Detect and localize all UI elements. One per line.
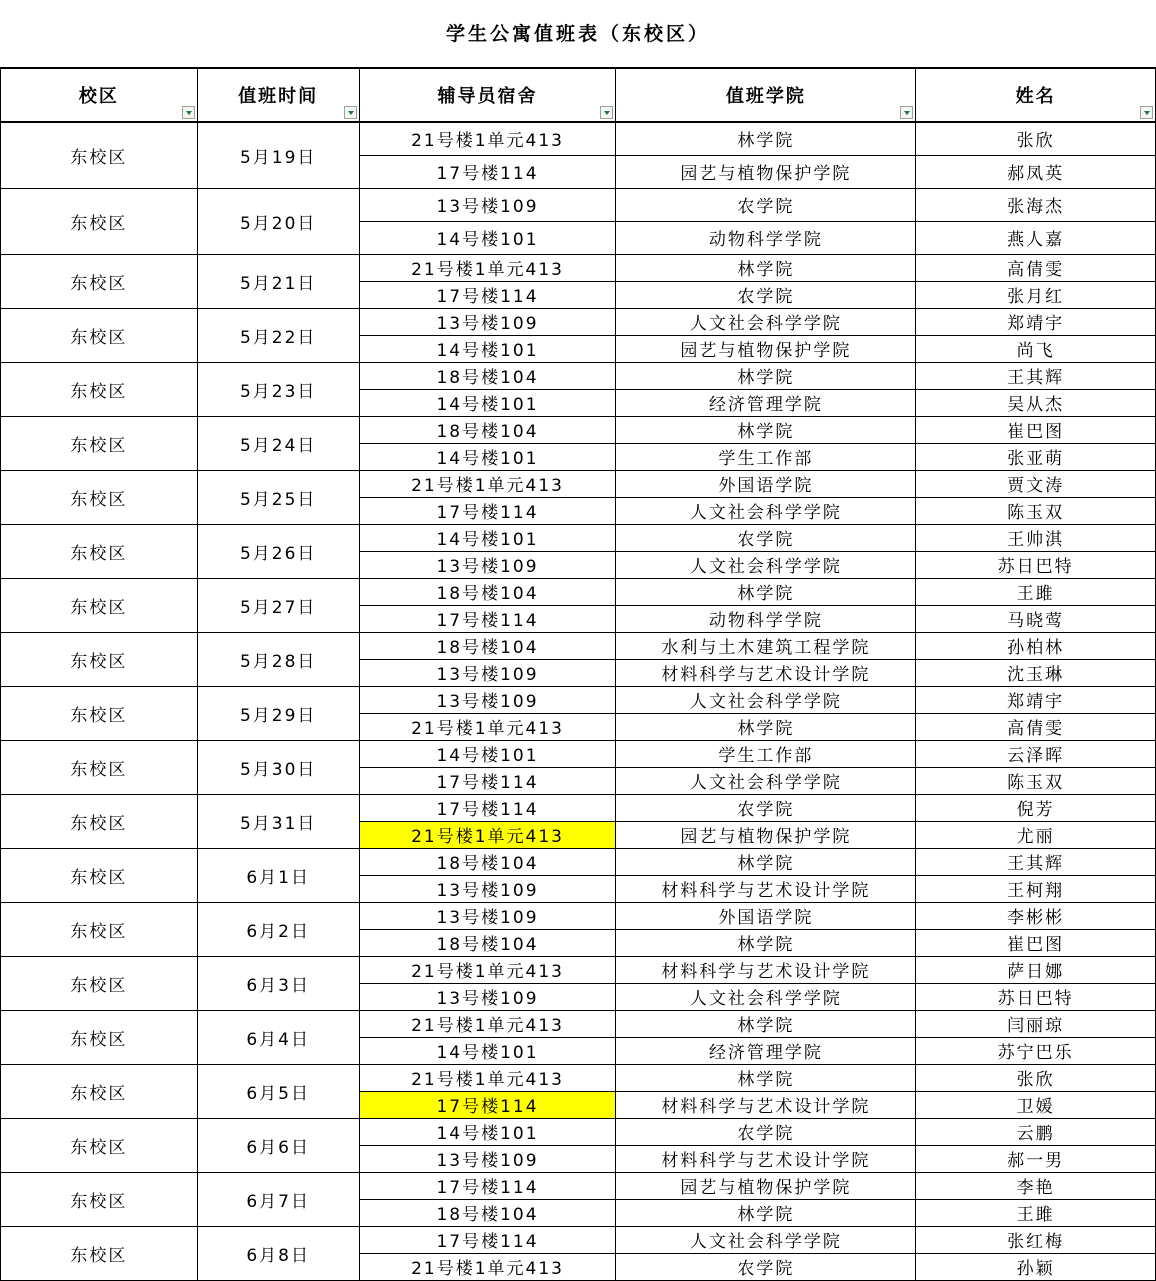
table-row [1, 308, 1156, 335]
college-cell[interactable]: 材料科学与艺术设计学院 [616, 1091, 916, 1118]
campus-cell[interactable]: 东校区 [1, 1010, 198, 1064]
dorm-cell[interactable]: 21号楼1单元413 [359, 956, 616, 983]
dorm-cell[interactable]: 17号楼114 [359, 155, 616, 188]
college-cell[interactable]: 人文社会科学学院 [616, 767, 916, 794]
campus-cell[interactable]: 东校区 [1, 1064, 198, 1118]
dorm-cell[interactable]: 13号楼109 [359, 659, 616, 686]
dorm-cell[interactable]: 21号楼1单元413 [359, 1253, 616, 1280]
person-name-cell[interactable]: 郑靖宇 [916, 686, 1156, 713]
campus-cell[interactable]: 东校区 [1, 470, 198, 524]
duty-date-cell[interactable]: 5月28日 [197, 632, 359, 686]
person-name-cell[interactable]: 张红梅 [916, 1226, 1156, 1253]
duty-date-cell[interactable]: 6月1日 [197, 848, 359, 902]
duty-date-cell[interactable]: 6月3日 [197, 956, 359, 1010]
dorm-cell[interactable]: 17号楼114 [359, 794, 616, 821]
dorm-cell[interactable]: 18号楼104 [359, 416, 616, 443]
dorm-cell[interactable]: 13号楼109 [359, 875, 616, 902]
campus-cell[interactable]: 东校区 [1, 632, 198, 686]
dorm-cell[interactable]: 21号楼1单元413 [359, 122, 616, 155]
dorm-cell[interactable]: 18号楼104 [359, 1199, 616, 1226]
header-name [916, 68, 1156, 122]
person-name-cell[interactable]: 郑靖宇 [916, 308, 1156, 335]
campus-cell[interactable]: 东校区 [1, 902, 198, 956]
dorm-cell[interactable]: 13号楼109 [359, 983, 616, 1010]
campus-cell[interactable]: 东校区 [1, 188, 198, 254]
person-name-cell[interactable]: 云鹏 [916, 1118, 1156, 1145]
dorm-cell[interactable]: 13号楼109 [359, 686, 616, 713]
table-row [1, 794, 1156, 821]
dorm-cell[interactable]: 21号楼1单元413 [359, 1010, 616, 1037]
duty-date-cell[interactable]: 5月19日 [197, 122, 359, 188]
dorm-cell[interactable]: 17号楼114 [359, 1172, 616, 1199]
duty-date-cell[interactable]: 5月20日 [197, 188, 359, 254]
person-name-cell[interactable]: 苏日巴特 [916, 551, 1156, 578]
dorm-cell[interactable]: 18号楼104 [359, 362, 616, 389]
campus-cell[interactable]: 东校区 [1, 1226, 198, 1280]
table-row [1, 956, 1156, 983]
table-row [1, 740, 1156, 767]
campus-cell[interactable]: 东校区 [1, 1172, 198, 1226]
person-name-cell[interactable]: 李彬彬 [916, 902, 1156, 929]
dorm-cell[interactable]: 14号楼101 [359, 443, 616, 470]
dorm-cell[interactable]: 17号楼114 [359, 497, 616, 524]
table-row [1, 578, 1156, 605]
person-name-cell[interactable]: 王其辉 [916, 362, 1156, 389]
duty-date-cell[interactable]: 5月23日 [197, 362, 359, 416]
college-cell[interactable]: 人文社会科学学院 [616, 1226, 916, 1253]
dorm-cell[interactable]: 21号楼1单元413 [359, 470, 616, 497]
header-label: 值班时间 [238, 86, 319, 107]
person-name-cell[interactable]: 高倩雯 [916, 713, 1156, 740]
college-cell[interactable]: 林学院 [616, 254, 916, 281]
filter-dropdown-icon[interactable] [1140, 106, 1153, 119]
table-row [1, 362, 1156, 389]
campus-cell[interactable]: 东校区 [1, 1118, 198, 1172]
table-row [1, 902, 1156, 929]
dorm-cell[interactable]: 18号楼104 [359, 578, 616, 605]
header-row [1, 68, 1156, 122]
person-name-cell[interactable]: 苏宁巴乐 [916, 1037, 1156, 1064]
person-name-cell[interactable]: 云泽晖 [916, 740, 1156, 767]
person-name-cell[interactable]: 倪芳 [916, 794, 1156, 821]
person-name-cell[interactable]: 王帅淇 [916, 524, 1156, 551]
dorm-cell[interactable]: 13号楼109 [359, 1145, 616, 1172]
duty-date-cell[interactable]: 5月24日 [197, 416, 359, 470]
person-name-cell[interactable]: 陈玉双 [916, 497, 1156, 524]
campus-cell[interactable]: 东校区 [1, 794, 198, 848]
college-cell[interactable]: 林学院 [616, 713, 916, 740]
duty-date-cell[interactable]: 6月4日 [197, 1010, 359, 1064]
duty-date-cell[interactable]: 6月7日 [197, 1172, 359, 1226]
college-cell[interactable]: 人文社会科学学院 [616, 308, 916, 335]
person-name-cell[interactable]: 崔巴图 [916, 929, 1156, 956]
duty-date-cell[interactable]: 6月8日 [197, 1226, 359, 1280]
duty-date-cell[interactable]: 5月29日 [197, 686, 359, 740]
duty-date-cell[interactable]: 5月27日 [197, 578, 359, 632]
campus-cell[interactable]: 东校区 [1, 686, 198, 740]
college-cell[interactable]: 经济管理学院 [616, 1037, 916, 1064]
college-cell[interactable]: 人文社会科学学院 [616, 686, 916, 713]
table-row [1, 1172, 1156, 1199]
duty-date-cell[interactable]: 6月6日 [197, 1118, 359, 1172]
duty-date-cell[interactable]: 5月31日 [197, 794, 359, 848]
dorm-cell[interactable]: 13号楼109 [359, 902, 616, 929]
table-row [1, 632, 1156, 659]
header-duty-college [616, 68, 916, 122]
college-cell[interactable]: 动物科学学院 [616, 605, 916, 632]
college-cell[interactable]: 园艺与植物保护学院 [616, 335, 916, 362]
person-name-cell[interactable]: 郝凤英 [916, 155, 1156, 188]
person-name-cell[interactable]: 卫媛 [916, 1091, 1156, 1118]
dorm-cell[interactable]: 21号楼1单元413 [359, 713, 616, 740]
person-name-cell[interactable]: 闫丽琼 [916, 1010, 1156, 1037]
person-name-cell[interactable]: 郝一男 [916, 1145, 1156, 1172]
duty-date-cell[interactable]: 5月26日 [197, 524, 359, 578]
person-name-cell[interactable]: 萨日娜 [916, 956, 1156, 983]
table-row [1, 188, 1156, 221]
college-cell[interactable]: 农学院 [616, 524, 916, 551]
dorm-cell[interactable]: 13号楼109 [359, 551, 616, 578]
page-title: 学生公寓值班表（东校区） [445, 23, 710, 45]
dorm-cell[interactable]: 18号楼104 [359, 632, 616, 659]
campus-cell[interactable]: 东校区 [1, 524, 198, 578]
college-cell[interactable]: 人文社会科学学院 [616, 983, 916, 1010]
person-name-cell[interactable]: 孙柏林 [916, 632, 1156, 659]
table-row [1, 686, 1156, 713]
dorm-cell[interactable]: 14号楼101 [359, 221, 616, 254]
dorm-cell[interactable]: 14号楼101 [359, 1118, 616, 1145]
college-cell[interactable]: 材料科学与艺术设计学院 [616, 875, 916, 902]
table-body [1, 122, 1156, 1280]
dorm-cell[interactable]: 17号楼114 [359, 281, 616, 308]
filter-dropdown-icon[interactable] [600, 106, 613, 119]
college-cell[interactable]: 林学院 [616, 1010, 916, 1037]
duty-schedule-table [0, 67, 1156, 1281]
campus-cell[interactable]: 东校区 [1, 122, 198, 188]
college-cell[interactable]: 园艺与植物保护学院 [616, 155, 916, 188]
dorm-cell[interactable]: 21号楼1单元413 [359, 254, 616, 281]
dorm-cell[interactable]: 21号楼1单元413 [359, 821, 616, 848]
college-cell[interactable]: 园艺与植物保护学院 [616, 821, 916, 848]
person-name-cell[interactable]: 李艳 [916, 1172, 1156, 1199]
duty-date-cell[interactable]: 5月22日 [197, 308, 359, 362]
table-row [1, 470, 1156, 497]
college-cell[interactable]: 动物科学学院 [616, 221, 916, 254]
college-cell[interactable]: 人文社会科学学院 [616, 551, 916, 578]
person-name-cell[interactable]: 燕人嘉 [916, 221, 1156, 254]
college-cell[interactable]: 林学院 [616, 1199, 916, 1226]
header-counselor-dorm [359, 68, 616, 122]
table-row [1, 524, 1156, 551]
college-cell[interactable]: 外国语学院 [616, 902, 916, 929]
dorm-cell[interactable]: 14号楼101 [359, 524, 616, 551]
table-header [1, 68, 1156, 122]
dorm-cell[interactable]: 14号楼101 [359, 740, 616, 767]
campus-cell[interactable]: 东校区 [1, 740, 198, 794]
header-campus [1, 68, 198, 122]
duty-date-cell[interactable]: 5月25日 [197, 470, 359, 524]
campus-cell[interactable]: 东校区 [1, 362, 198, 416]
duty-date-cell[interactable]: 5月21日 [197, 254, 359, 308]
college-cell[interactable]: 材料科学与艺术设计学院 [616, 956, 916, 983]
college-cell[interactable]: 农学院 [616, 1118, 916, 1145]
header-label: 值班学院 [725, 86, 806, 107]
person-name-cell[interactable]: 张海杰 [916, 188, 1156, 221]
dorm-cell[interactable]: 17号楼114 [359, 605, 616, 632]
dorm-cell[interactable]: 14号楼101 [359, 335, 616, 362]
person-name-cell[interactable]: 高倩雯 [916, 254, 1156, 281]
college-cell[interactable]: 农学院 [616, 281, 916, 308]
person-name-cell[interactable]: 尚飞 [916, 335, 1156, 362]
campus-cell[interactable]: 东校区 [1, 956, 198, 1010]
college-cell[interactable]: 农学院 [616, 794, 916, 821]
table-row [1, 1064, 1156, 1091]
person-name-cell[interactable]: 贾文涛 [916, 470, 1156, 497]
filter-dropdown-icon[interactable] [182, 106, 195, 119]
college-cell[interactable]: 林学院 [616, 122, 916, 155]
person-name-cell[interactable]: 沈玉琳 [916, 659, 1156, 686]
college-cell[interactable]: 林学院 [616, 1064, 916, 1091]
dorm-cell[interactable]: 14号楼101 [359, 389, 616, 416]
person-name-cell[interactable]: 吴从杰 [916, 389, 1156, 416]
person-name-cell[interactable]: 苏日巴特 [916, 983, 1156, 1010]
person-name-cell[interactable]: 张欣 [916, 1064, 1156, 1091]
campus-cell[interactable]: 东校区 [1, 416, 198, 470]
college-cell[interactable]: 外国语学院 [616, 470, 916, 497]
person-name-cell[interactable]: 马晓莺 [916, 605, 1156, 632]
college-cell[interactable]: 林学院 [616, 929, 916, 956]
college-cell[interactable]: 农学院 [616, 1253, 916, 1280]
duty-date-cell[interactable]: 5月30日 [197, 740, 359, 794]
college-cell[interactable]: 林学院 [616, 848, 916, 875]
person-name-cell[interactable]: 王其辉 [916, 848, 1156, 875]
header-label: 姓名 [1015, 86, 1056, 107]
campus-cell[interactable]: 东校区 [1, 308, 198, 362]
person-name-cell[interactable]: 王雎 [916, 1199, 1156, 1226]
table-row [1, 1118, 1156, 1145]
college-cell[interactable]: 经济管理学院 [616, 389, 916, 416]
header-label: 校区 [78, 86, 119, 107]
table-row [1, 1226, 1156, 1253]
dorm-cell[interactable]: 13号楼109 [359, 308, 616, 335]
table-row [1, 254, 1156, 281]
header-label: 辅导员宿舍 [437, 86, 538, 107]
college-cell[interactable]: 学生工作部 [616, 443, 916, 470]
duty-date-cell[interactable]: 6月2日 [197, 902, 359, 956]
filter-dropdown-icon[interactable] [344, 106, 357, 119]
table-row [1, 122, 1156, 155]
college-cell[interactable]: 园艺与植物保护学院 [616, 1172, 916, 1199]
person-name-cell[interactable]: 张欣 [916, 122, 1156, 155]
dorm-cell[interactable]: 17号楼114 [359, 1226, 616, 1253]
person-name-cell[interactable]: 张月红 [916, 281, 1156, 308]
dorm-cell[interactable]: 21号楼1单元413 [359, 1064, 616, 1091]
dorm-cell[interactable]: 17号楼114 [359, 1091, 616, 1118]
college-cell[interactable]: 农学院 [616, 188, 916, 221]
college-cell[interactable]: 水利与土木建筑工程学院 [616, 632, 916, 659]
person-name-cell[interactable]: 尤丽 [916, 821, 1156, 848]
campus-cell[interactable]: 东校区 [1, 578, 198, 632]
dorm-cell[interactable]: 13号楼109 [359, 188, 616, 221]
dorm-cell[interactable]: 14号楼101 [359, 1037, 616, 1064]
table-row [1, 848, 1156, 875]
person-name-cell[interactable]: 陈玉双 [916, 767, 1156, 794]
person-name-cell[interactable]: 王雎 [916, 578, 1156, 605]
dorm-cell[interactable]: 18号楼104 [359, 929, 616, 956]
person-name-cell[interactable]: 张亚萌 [916, 443, 1156, 470]
college-cell[interactable]: 林学院 [616, 578, 916, 605]
table-row [1, 1010, 1156, 1037]
dorm-cell[interactable]: 18号楼104 [359, 848, 616, 875]
college-cell[interactable]: 材料科学与艺术设计学院 [616, 1145, 916, 1172]
header-duty-time [197, 68, 359, 122]
college-cell[interactable]: 林学院 [616, 362, 916, 389]
duty-date-cell[interactable]: 6月5日 [197, 1064, 359, 1118]
college-cell[interactable]: 学生工作部 [616, 740, 916, 767]
campus-cell[interactable]: 东校区 [1, 848, 198, 902]
college-cell[interactable]: 材料科学与艺术设计学院 [616, 659, 916, 686]
filter-dropdown-icon[interactable] [900, 106, 913, 119]
campus-cell[interactable]: 东校区 [1, 254, 198, 308]
person-name-cell[interactable]: 王柯翔 [916, 875, 1156, 902]
person-name-cell[interactable]: 崔巴图 [916, 416, 1156, 443]
dorm-cell[interactable]: 17号楼114 [359, 767, 616, 794]
person-name-cell[interactable]: 孙颖 [916, 1253, 1156, 1280]
college-cell[interactable]: 人文社会科学学院 [616, 497, 916, 524]
table-row [1, 416, 1156, 443]
college-cell[interactable]: 林学院 [616, 416, 916, 443]
